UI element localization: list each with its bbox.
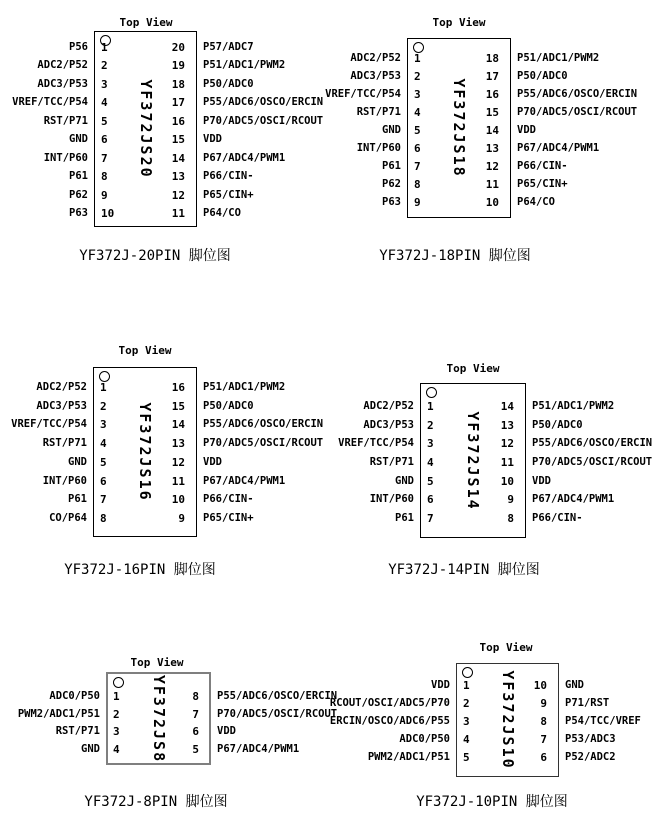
pin-label: P61 [69, 170, 88, 182]
pin-number: 2 [463, 697, 470, 710]
pin-number: 4 [414, 106, 421, 119]
pin-label: P67/ADC4/PWM1 [217, 743, 300, 755]
pin-label: ADC2/P52 [363, 400, 414, 412]
pin-number: 10 [533, 679, 547, 692]
pin-label: P57/ADC7 [203, 41, 254, 53]
pin-number: 15 [171, 133, 185, 146]
pin-number: 14 [171, 152, 185, 165]
pin-number: 4 [463, 733, 470, 746]
pin1-indicator-icon [462, 667, 473, 678]
chip-name: YF372JS16 [136, 402, 154, 502]
pin-label: P67/ADC4/PWM1 [203, 475, 286, 487]
diagram-caption: YF372J-14PIN 脚位图 [388, 562, 540, 578]
chip-name: YF372JS18 [450, 78, 468, 178]
pin-number: 6 [427, 493, 434, 506]
pin-label: ERCIN/OSCO/ADC6/P55 [329, 715, 450, 727]
diagram-caption: YF372J-20PIN 脚位图 [79, 248, 231, 264]
chip-name: YF372JS20 [136, 79, 155, 179]
pin-number: 10 [101, 207, 115, 220]
pin-number: 8 [507, 512, 514, 525]
pin-label: P50/ADC0 [532, 419, 583, 431]
pin-label: P51/ADC1/PWM2 [203, 59, 286, 71]
pin-label: VREF/TCC/P54 [325, 88, 401, 100]
pin-label: ADC3/P53 [350, 70, 401, 82]
pin-label: P55/ADC6/OSCO/ERCIN [203, 418, 324, 430]
pin-label: P56 [69, 41, 88, 53]
pin-number: 6 [192, 725, 199, 738]
diagram-caption: YF372J-16PIN 脚位图 [64, 562, 216, 578]
pin-label: P70/ADC5/OSCI/RCOUT [532, 456, 653, 468]
pin-label: P65/CIN+ [203, 189, 254, 201]
pin-number: 18 [171, 78, 185, 91]
pin-number: 13 [485, 142, 499, 155]
pin-label: P66/CIN- [203, 493, 254, 505]
pin-label: P61 [382, 160, 401, 172]
pin-label: ADC3/P53 [37, 78, 88, 90]
pin-label: RCOUT/OSCI/ADC5/P70 [329, 697, 450, 709]
diagram-caption: YF372J-10PIN 脚位图 [416, 794, 568, 810]
pin-number: 13 [171, 437, 185, 450]
pin-number: 6 [100, 475, 107, 488]
pin-label: P64/CO [517, 196, 555, 208]
top-view-label: Top View [479, 641, 533, 654]
diagram-caption: YF372J-18PIN 脚位图 [379, 248, 531, 264]
pin-label: ADC3/P53 [363, 419, 414, 431]
pin-number: 1 [463, 679, 470, 692]
pin-number: 4 [113, 743, 120, 756]
pin-label: P70/ADC5/OSCI/RCOUT [517, 106, 638, 118]
pin-label: P71/RST [565, 697, 610, 709]
pin-label: P52/ADC2 [565, 751, 616, 763]
pin-number: 16 [171, 115, 185, 128]
pin-label: RST/P71 [356, 106, 401, 118]
pin-label: P53/ADC3 [565, 733, 616, 745]
pin-label: ADC2/P52 [36, 381, 87, 393]
pin-number: 20 [171, 41, 185, 54]
pin-label: P55/ADC6/OSCO/ERCIN [532, 437, 653, 449]
pin-number: 9 [101, 189, 108, 202]
pin-label: GND [68, 456, 87, 468]
pin-label: P55/ADC6/OSCO/ERCIN [203, 96, 324, 108]
pin-number: 8 [540, 715, 547, 728]
pin-number: 11 [171, 207, 185, 220]
pin-label: P55/ADC6/OSCO/ERCIN [517, 88, 638, 100]
chip-name: YF372JS14 [464, 410, 482, 511]
top-view-label: Top View [130, 656, 184, 669]
pin-number: 12 [500, 437, 514, 450]
pin-number: 2 [100, 400, 107, 413]
pin-number: 4 [100, 437, 107, 450]
pin-number: 9 [178, 512, 185, 525]
pin-label: P63 [382, 196, 401, 208]
pin-number: 2 [414, 70, 421, 83]
pin-number: 3 [100, 418, 107, 431]
pin-label: INT/P60 [356, 142, 401, 154]
pin-label: GND [69, 133, 88, 145]
diagram-caption: YF372J-8PIN 脚位图 [84, 794, 228, 810]
pin-label: P63 [69, 207, 88, 219]
pin-number: 6 [540, 751, 547, 764]
pin-number: 2 [113, 708, 120, 721]
pin-label: P65/CIN+ [203, 512, 254, 524]
pin-number: 8 [100, 512, 107, 525]
pin-number: 10 [500, 475, 514, 488]
pin-number: 7 [427, 512, 434, 525]
pin-number: 6 [414, 142, 421, 155]
pin-label: VDD [532, 475, 551, 487]
pin-label: P54/TCC/VREF [565, 715, 641, 727]
pin-number: 18 [485, 52, 499, 65]
pin-number: 7 [101, 152, 108, 165]
pin-label: GND [81, 743, 100, 755]
pin-label: P66/CIN- [517, 160, 568, 172]
pin-label: RST/P71 [55, 725, 100, 737]
pin-number: 14 [171, 418, 185, 431]
pin-number: 5 [100, 456, 107, 469]
pin-label: ADC0/P50 [399, 733, 450, 745]
pin-number: 14 [485, 124, 499, 137]
pin-label: P70/ADC5/OSCI/RCOUT [203, 437, 324, 449]
pin-label: P66/CIN- [532, 512, 583, 524]
pin-label: VREF/TCC/P54 [338, 437, 414, 449]
pin-label: VDD [517, 124, 536, 136]
pin-label: P67/ADC4/PWM1 [203, 152, 286, 164]
pin1-indicator-icon [113, 677, 124, 688]
top-view-label: Top View [432, 16, 486, 29]
pin-label: P61 [68, 493, 87, 505]
pin-number: 5 [463, 751, 470, 764]
pin-number: 7 [100, 493, 107, 506]
pin-number: 1 [414, 52, 421, 65]
chip-name: YF372JS8 [149, 674, 168, 763]
pin-label: P50/ADC0 [517, 70, 568, 82]
pin-label: P62 [69, 189, 88, 201]
pin-number: 8 [192, 690, 199, 703]
pin-label: P67/ADC4/PWM1 [532, 493, 615, 505]
top-view-label: Top View [119, 16, 173, 29]
pin-number: 17 [171, 96, 185, 109]
pin-number: 4 [427, 456, 434, 469]
pin-label: VDD [431, 679, 450, 691]
pin-label: INT/P60 [43, 152, 88, 164]
pin-number: 1 [427, 400, 434, 413]
pin-label: RST/P71 [369, 456, 414, 468]
pin-number: 11 [485, 178, 499, 191]
pin-label: P62 [382, 178, 401, 190]
pin-number: 9 [414, 196, 421, 209]
pin-number: 5 [192, 743, 199, 756]
pin-number: 3 [113, 725, 120, 738]
pin-label: P65/CIN+ [517, 178, 568, 190]
top-view-label: Top View [446, 362, 500, 375]
pin-label: P51/ADC1/PWM2 [532, 400, 615, 412]
pin-number: 15 [485, 106, 499, 119]
pin-label: ADC0/P50 [49, 690, 100, 702]
pin-label: GND [565, 679, 584, 691]
pin-number: 16 [485, 88, 499, 101]
pin-label: ADC3/P53 [36, 400, 87, 412]
pin-label: P64/CO [203, 207, 241, 219]
pin-number: 11 [171, 475, 185, 488]
pin1-indicator-icon [426, 387, 437, 398]
pin-number: 3 [414, 88, 421, 101]
pin-number: 1 [101, 41, 108, 54]
pin-number: 12 [171, 189, 185, 202]
pin-label: ADC2/P52 [350, 52, 401, 64]
pin-label: P67/ADC4/PWM1 [517, 142, 600, 154]
pin-label: VDD [203, 456, 222, 468]
pin-label: ADC2/P52 [37, 59, 88, 71]
pin-number: 11 [500, 456, 514, 469]
pin-label: RST/P71 [42, 437, 87, 449]
pin-number: 8 [414, 178, 421, 191]
pin-number: 9 [540, 697, 547, 710]
chip-name: YF372JS10 [498, 670, 517, 770]
pin-label: CO/P64 [49, 512, 87, 524]
pin-number: 7 [192, 708, 199, 721]
pin-number: 6 [101, 133, 108, 146]
pin-number: 14 [500, 400, 514, 413]
pin-number: 3 [101, 78, 108, 91]
pin-label: VDD [203, 133, 222, 145]
pin-label: PWM2/ADC1/P51 [367, 751, 450, 763]
pin-label: P70/ADC5/OSCI/RCOUT [203, 115, 324, 127]
pin-label: P66/CIN- [203, 170, 254, 182]
pin-label: P51/ADC1/PWM2 [517, 52, 600, 64]
pin-number: 1 [100, 381, 107, 394]
pin-number: 10 [485, 196, 499, 209]
pin-number: 1 [113, 690, 120, 703]
pin-number: 8 [101, 170, 108, 183]
pin-label: P51/ADC1/PWM2 [203, 381, 286, 393]
pin-label: INT/P60 [42, 475, 87, 487]
pin-number: 7 [414, 160, 421, 173]
pin-number: 3 [427, 437, 434, 450]
pin-label: VREF/TCC/P54 [12, 96, 88, 108]
pin-label: RST/P71 [43, 115, 88, 127]
pin-number: 13 [500, 419, 514, 432]
pin-label: INT/P60 [369, 493, 414, 505]
pin-label: PWM2/ADC1/P51 [17, 708, 100, 720]
pin-label: VDD [217, 725, 236, 737]
pin-number: 10 [171, 493, 185, 506]
pin-label: P50/ADC0 [203, 400, 254, 412]
pin-number: 5 [101, 115, 108, 128]
pin-number: 5 [427, 475, 434, 488]
pin-number: 7 [540, 733, 547, 746]
pin-label: P55/ADC6/OSCO/ERCIN [217, 690, 338, 702]
pin-label: GND [382, 124, 401, 136]
pin-label: P70/ADC5/OSCI/RCOUT [217, 708, 338, 720]
pin-label: P61 [395, 512, 414, 524]
pin-number: 17 [485, 70, 499, 83]
pin-number: 3 [463, 715, 470, 728]
pin-label: VREF/TCC/P54 [11, 418, 87, 430]
pin-number: 12 [171, 456, 185, 469]
pin-number: 5 [414, 124, 421, 137]
pin-label: GND [395, 475, 414, 487]
pin-number: 15 [171, 400, 185, 413]
pin-number: 4 [101, 96, 108, 109]
pin-number: 2 [101, 59, 108, 72]
pin-number: 19 [171, 59, 185, 72]
pin-number: 13 [171, 170, 185, 183]
pin-number: 12 [485, 160, 499, 173]
pin-number: 9 [507, 493, 514, 506]
pin-label: P50/ADC0 [203, 78, 254, 90]
pin-number: 2 [427, 419, 434, 432]
top-view-label: Top View [118, 344, 172, 357]
pin-number: 16 [171, 381, 185, 394]
